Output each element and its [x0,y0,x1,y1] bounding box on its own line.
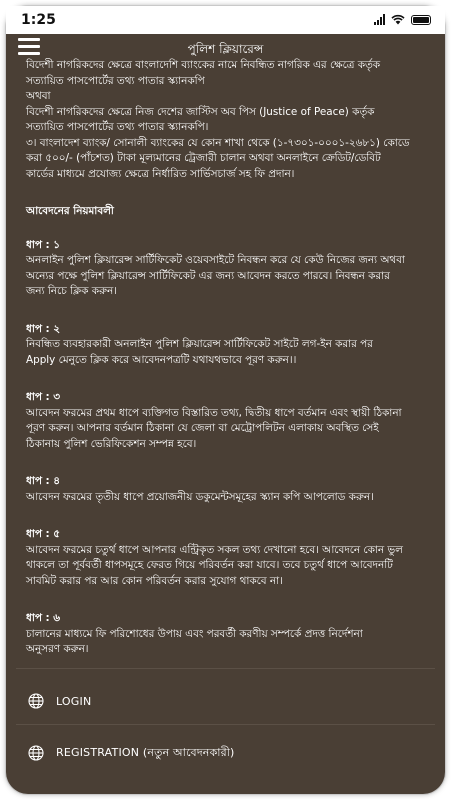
step-line: অন্যের পক্ষে পুলিশ ক্লিয়ারেন্স সার্টিফিকেট এর জন্য আবেদন করতে পারবে। নিবন্ধন করার [26,269,390,282]
step-heading: ধাপ : ৬ [26,612,61,624]
section-title: আবেদনের নিয়মাবলী [26,205,114,217]
step-line: চালানের মাধ্যমে ফি পরিশোধের উপায় এবং পরবর্তী করণীয় সম্পর্কে প্রদত্ত নির্দেশনা [26,627,363,640]
login-label: LOGIN [56,694,92,708]
wifi-icon [391,14,405,25]
signal-icon [374,14,385,25]
step-line: জন্য নিচে ক্লিক করুন। [26,285,117,297]
status-bar [6,6,445,34]
intro-line: ৩। বাংলাদেশ ব্যাংক/ সোনালী ব্যাংকের যে কোন শাখা থেকে (১-৭৩০১-০০০১-২৬৮১) কোডে [26,136,410,149]
step-heading: ধাপ : ১ [26,238,61,251]
step-6 [26,611,433,658]
step-line: থাকলে তা পূর্ববর্তী ধাপসমূহে ফেরত গিয়ে পরিবর্তন করা যাবে। তবে চতুর্থ ধাপে আবেদনটি [26,559,393,571]
step-line: আবেদন ফরমের প্রথম ধাপে ব্যক্তিগত বিস্তারিত তথ্য, দ্বিতীয় ধাপে বর্তমান এবং স্থায়ী ঠিকানা [26,406,402,419]
status-icons [374,14,431,25]
intro-line: বিদেশী নাগরিকদের ক্ষেত্রে নিজ দেশের জাস্টিস অব পিস (Justice of Peace) কর্তৃক [26,105,375,118]
content-scroll-area[interactable] [6,59,445,655]
battery-icon [411,15,431,25]
step-line: পূরণ করুন। আপনার বর্তমান ঠিকানা যে জেলা বা মেট্রোপলিটন এলাকায় অবস্থিত সেই [26,422,379,434]
intro-line: সত্যায়িত পাসপোর্টের তথ্য পাতার স্ক্যানকপি। [26,121,209,133]
step-heading: ধাপ : ২ [26,322,61,335]
login-button[interactable] [16,676,435,726]
intro-line: বিদেশী নাগরিকদের ক্ষেত্রে বাংলাদেশি ব্যাংকের নামে নিবন্ধিত নাগরিক এর ক্ষেত্রে কর্তৃক [26,59,381,71]
step-3 [26,390,433,452]
intro-block [26,58,433,182]
intro-line: করা ৫০০/- (পাঁচশত) টাকা মূল্যমানের ট্রেজারী চালান অথবা অনলাইনে ক্রেডিট/ডেবিট [26,152,381,164]
globe-icon [28,745,44,761]
step-line: অনুসরণ করুন। [26,643,89,655]
registration-label: REGISTRATION (নতুন আবেদনকারী) [56,745,235,759]
step-5 [26,527,433,589]
step-heading: ধাপ : ৩ [26,391,61,403]
page-title: পুলিশ ক্লিয়ারেন্স [187,42,264,56]
step-2 [26,322,433,369]
step-line: নিবন্ধিত ব্যবহারকারী অনলাইন পুলিশ ক্লিয়ারেন্স সার্টিফিকেট সাইটে লগ-ইন করার পর [26,338,373,350]
step-line: অনলাইন পুলিশ ক্লিয়ারেন্স সার্টিফিকেট ওয়েবসাইটে নিবন্ধন করে যে কেউ নিজের জন্য অথবা [26,254,405,266]
step-line: সাবমিট করার পর আর কোন পরিবর্তন করার সুযোগ থাকবে না। [26,574,283,587]
content-body [26,58,433,680]
intro-line: কার্ডের মাধ্যমে প্রযোজ্য ক্ষেত্রে নির্ধারিত সার্ভিসচার্জ সহ ফি প্রদান। [26,167,295,180]
step-line: Apply মেনুতে ক্লিক করে আবেদনপত্রটি যথাযথভাবে পূরণ করুন।। [26,353,297,366]
phone-screen [6,6,445,794]
step-heading: ধাপ : ৪ [26,475,61,487]
intro-line: অথবা [26,90,51,102]
step-line: ঠিকানায় পুলিশ ভেরিফিকেশন সম্পন্ন হবে। [26,437,197,450]
intro-line: সত্যায়িত পাসপোর্টের তথ্য পাতার স্ক্যানকপি [26,74,205,87]
step-line: আবেদন ফরমের চতুর্থ ধাপে আপনার এন্ট্রিকৃত সকল তথ্য দেখানো হবে। আবেদনে কোন ভুল [26,543,403,556]
step-4 [26,474,433,505]
globe-icon [28,693,44,709]
divider [16,724,435,725]
step-1 [26,238,433,300]
step-line: আবেদন ফরমের তৃতীয় ধাপে প্রয়োজনীয় ডকুমেন্টসমূহের স্ক্যান কপি আপলোড করুন। [26,490,374,503]
step-heading: ধাপ : ৫ [26,528,61,540]
registration-button[interactable] [16,728,435,778]
divider [16,668,435,669]
status-time: 1:25 [21,12,56,28]
